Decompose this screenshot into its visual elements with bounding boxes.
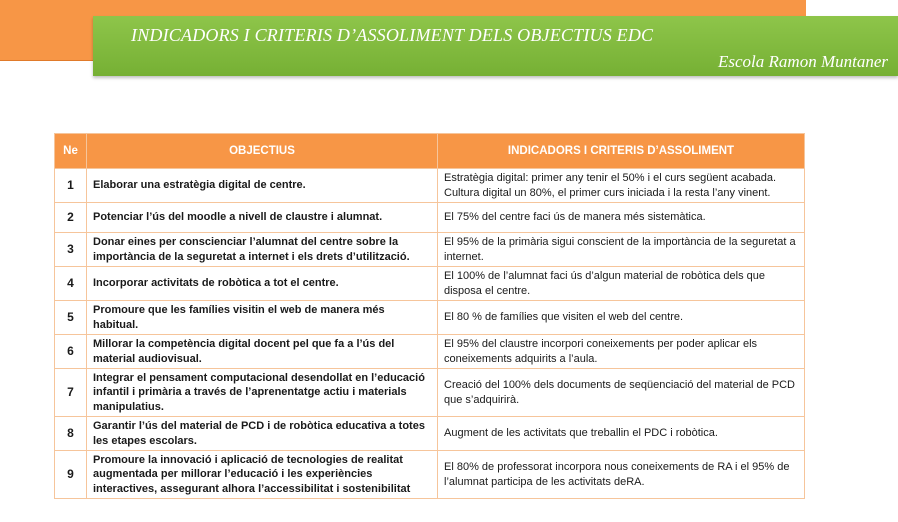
indicator-cell: El 100% de l’alumnat faci ús d’algun material de robòtica dels que disposa el centre. — [438, 267, 805, 301]
table-row — [55, 233, 805, 267]
row-number: 7 — [55, 369, 87, 417]
row-number: 6 — [55, 335, 87, 369]
row-number: 9 — [55, 451, 87, 499]
table-row — [55, 301, 805, 335]
table-header-row — [55, 134, 805, 169]
objective-cell: Promoure que les famílies visitin el web de manera més habitual. — [87, 301, 438, 335]
indicator-cell: El 75% del centre faci ús de manera més sistemàtica. — [438, 203, 805, 233]
indicator-cell: Creació del 100% dels documents de seqüenciació del material de PCD que s’adquirirà. — [438, 369, 805, 417]
row-number: 8 — [55, 417, 87, 451]
row-number: 3 — [55, 233, 87, 267]
indicator-cell: Estratègia digital: primer any tenir el 50% i el curs següent acabada. Cultura digital un 80%, el primer curs iniciada i la resta l’any vinent. — [438, 169, 805, 203]
objective-cell: Garantir l’ús del material de PCD i de robòtica educativa a totes les etapes escolars. — [87, 417, 438, 451]
table-row — [55, 369, 805, 417]
column-header-indicators: INDICADORS I CRITERIS D’ASSOLIMENT — [438, 134, 805, 169]
table-row — [55, 267, 805, 301]
indicator-cell: El 95% de la primària sigui conscient de la importància de la seguretat a internet. — [438, 233, 805, 267]
row-number: 2 — [55, 203, 87, 233]
indicator-cell: Augment de les activitats que treballin el PDC i robòtica. — [438, 417, 805, 451]
table-row — [55, 417, 805, 451]
row-number: 1 — [55, 169, 87, 203]
row-number: 4 — [55, 267, 87, 301]
objective-cell: Integrar el pensament computacional desendollat en l’educació infantil i primària a través de l’aprenentatge actiu i materials manipulatius. — [87, 369, 438, 417]
row-number: 5 — [55, 301, 87, 335]
objective-cell: Incorporar activitats de robòtica a tot el centre. — [87, 267, 438, 301]
objective-cell: Elaborar una estratègia digital de centre. — [87, 169, 438, 203]
table-row — [55, 203, 805, 233]
column-header-objectives: OBJECTIUS — [87, 134, 438, 169]
indicator-cell: El 80 % de famílies que visiten el web del centre. — [438, 301, 805, 335]
table-row — [55, 451, 805, 499]
document-title: INDICADORS I CRITERIS D’ASSOLIMENT DELS OBJECTIUS EDC — [131, 25, 654, 45]
header-green-band — [93, 16, 898, 76]
objective-cell: Promoure la innovació i aplicació de tecnologies de realitat augmentada per millorar l’educació i les experiències interactives, assegurant alhora l’accessibilitat i sostenibilitat — [87, 451, 438, 499]
column-header-number: Ne — [55, 134, 87, 169]
objective-cell: Millorar la competència digital docent pel que fa a l’ús del material audiovisual. — [87, 335, 438, 369]
table-row — [55, 169, 805, 203]
table-row — [55, 335, 805, 369]
objective-cell: Potenciar l’ús del moodle a nivell de claustre i alumnat. — [87, 203, 438, 233]
objective-cell: Donar eines per conscienciar l’alumnat del centre sobre la importància de la seguretat a internet i els drets d’utilització. — [87, 233, 438, 267]
objectives-table — [54, 133, 805, 499]
school-name: Escola Ramon Muntaner — [718, 52, 888, 71]
indicator-cell: El 80% de professorat incorpora nous coneixements de RA i el 95% de l’alumnat participa de les activitats deRA. — [438, 451, 805, 499]
indicator-cell: El 95% del claustre incorpori coneixements per poder aplicar els coneixements adquirits a l’aula. — [438, 335, 805, 369]
